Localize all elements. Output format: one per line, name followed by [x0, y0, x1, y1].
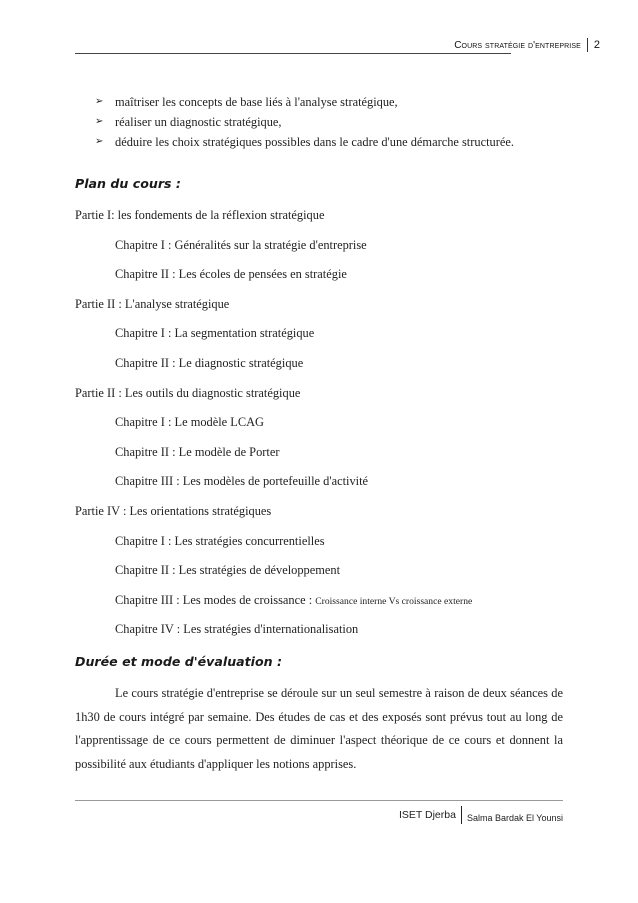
plan-chapter: Chapitre I : La segmentation stratégique: [115, 326, 315, 341]
plan-chapter: Chapitre I : Les stratégies concurrentielles: [115, 533, 325, 548]
plan-chapter: Chapitre III : Les modèles de portefeuille d'activité: [115, 474, 369, 489]
plan-chapter: Chapitre II : Le diagnostic stratégique: [115, 355, 304, 370]
objective-item: [95, 112, 514, 132]
objective-item: [95, 92, 514, 112]
course-plan: [75, 207, 565, 651]
page-header: [454, 36, 600, 54]
plan-part: Partie II : L'analyse stratégique: [75, 296, 230, 311]
header-separator: [587, 38, 588, 52]
plan-chapter: Chapitre II : Les stratégies de développement: [115, 563, 341, 578]
evaluation-paragraph: Le cours stratégie d'entreprise se déroule sur un seul semestre à raison de deux séances de 1h30 de cours intégré par semaine. Des études de cas et des exposés sont prévus tout au long de l'apprentissage de ce cours permettent de diminuer l'aspect théorique de ce cours et donnent la possibilité aux étudiants d'appliquer les notions apprises.: [75, 686, 563, 771]
page-footer: [399, 806, 563, 824]
plan-part: Partie IV : Les orientations stratégiques: [75, 503, 272, 518]
footer-separator: [461, 806, 462, 824]
plan-chapter: Chapitre I : Généralités sur la stratégie d'entreprise: [115, 237, 367, 252]
plan-heading: Plan du cours :: [75, 176, 181, 191]
plan-chapter-text: Chapitre III : Les modes de croissance :: [115, 592, 316, 607]
plan-chapter: Chapitre I : Le modèle LCAG: [115, 415, 264, 430]
objective-text: réaliser un diagnostic stratégique,: [115, 115, 282, 129]
footer-rule: [75, 800, 563, 801]
header-rule: [75, 53, 511, 54]
plan-part: Partie II : Les outils du diagnostic stratégique: [75, 385, 301, 400]
header-title-text: Cours stratégie d'entreprise: [454, 39, 581, 51]
plan-chapter: [75, 592, 565, 622]
objectives-list: [95, 92, 514, 152]
arrow-bullet-icon: ➢: [95, 96, 104, 107]
objective-text: déduire les choix stratégiques possibles dans le cadre d'une démarche structurée.: [115, 135, 514, 149]
arrow-bullet-icon: ➢: [95, 136, 104, 147]
objective-item: [95, 132, 514, 152]
plan-chapter-subtitle: Croissance interne Vs croissance externe: [315, 595, 473, 607]
header-title: [454, 40, 587, 51]
footer-school: ISET Djerba: [398, 809, 456, 821]
page-number: 2: [593, 39, 600, 51]
footer-author: Salma Bardak El Younsi: [466, 813, 563, 823]
plan-part: Partie I: les fondements de la réflexion stratégique: [75, 208, 325, 222]
evaluation-heading: Durée et mode d'évaluation :: [75, 654, 283, 669]
plan-chapter: Chapitre II : Les écoles de pensées en stratégie: [115, 267, 347, 282]
plan-chapter: Chapitre IV : Les stratégies d'internationalisation: [115, 622, 359, 637]
plan-chapter: Chapitre II : Le modèle de Porter: [115, 444, 280, 459]
arrow-bullet-icon: ➢: [95, 116, 104, 127]
objective-text: maîtriser les concepts de base liés à l'analyse stratégique,: [115, 95, 398, 109]
